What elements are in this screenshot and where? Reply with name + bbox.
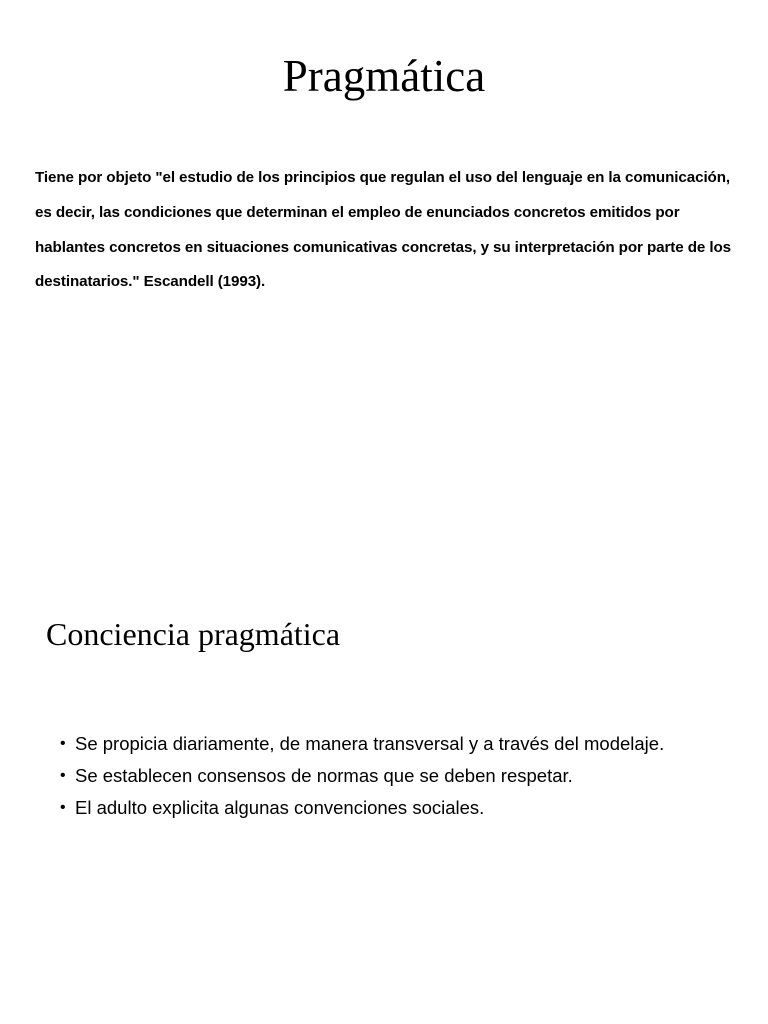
bullet-icon: • [60, 799, 66, 816]
bullet-list [60, 732, 700, 828]
slide-conciencia-pragmatica [0, 512, 768, 1024]
slide-title: Pragmática [282, 51, 486, 101]
list-item-text: El adulto explicita algunas convenciones sociales. [75, 797, 485, 818]
definition-quote: Tiene por objeto "el estudio de los principios que regulan el uso del lenguaje en la comunicación, es decir, las condiciones que determinan el empleo de enunciados concretos emitidos por hablantes concretos en situaciones comunicativas concretas, y su interpretación por parte de los destinatarios." Escandell (1993). [35, 169, 731, 291]
list-item [60, 796, 700, 820]
bullet-icon: • [60, 767, 66, 784]
list-item [60, 732, 700, 756]
list-item [60, 764, 700, 788]
bullet-icon: • [60, 735, 66, 752]
list-item-text: Se establecen consensos de normas que se deben respetar. [75, 765, 573, 786]
slide-title: Conciencia pragmática [46, 616, 341, 652]
list-item-text: Se propicia diariamente, de manera transversal y a través del modelaje. [75, 733, 665, 754]
